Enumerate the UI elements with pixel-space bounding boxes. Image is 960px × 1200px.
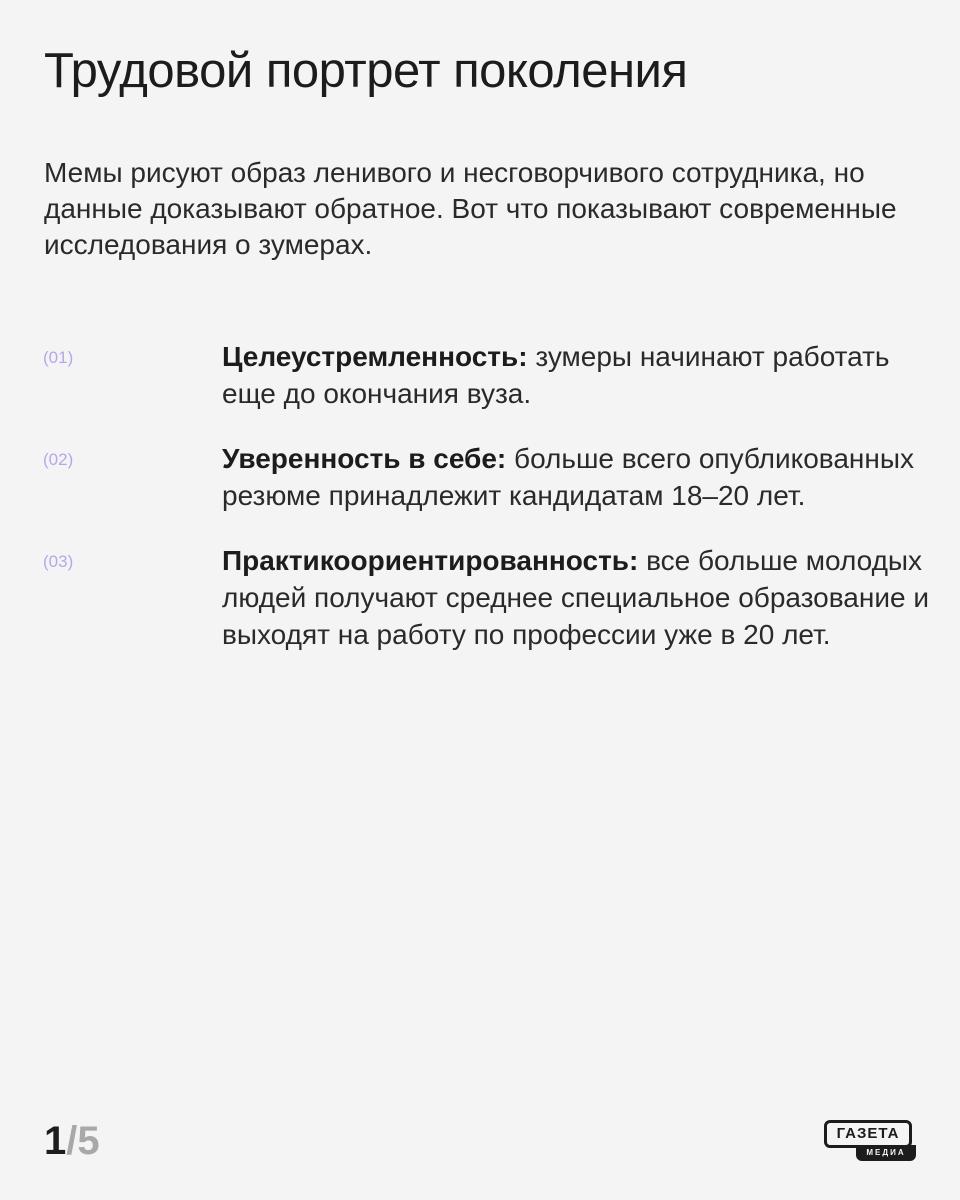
intro-paragraph: Мемы рисуют образ ленивого и несговорчивого сотрудника, но данные доказывают обратное. Вот что показывают современные исследования о зумерах. — [44, 157, 897, 260]
point-description: больше всего опубликованных резюме принадлежит кандидатам 18–20 лет. — [222, 443, 914, 511]
point-number: (01) — [43, 348, 74, 367]
pager-total: 5 — [77, 1119, 100, 1163]
point-term: Практикоориентированность: — [222, 545, 639, 576]
point-description: все больше молодых людей получают среднее специальное образование и выходят на работу по профессии уже в 20 лет. — [222, 545, 929, 650]
logo-main-text: ГАЗЕТА — [824, 1120, 912, 1148]
logo-sub-text: МЕДИА — [856, 1145, 916, 1161]
list-item — [0, 542, 960, 653]
point-description: зумеры начинают работать еще до окончания вуза. — [222, 341, 890, 409]
point-text — [222, 338, 932, 412]
gazeta-media-logo — [824, 1120, 918, 1164]
pager-separator: / — [66, 1119, 78, 1163]
point-text — [222, 542, 932, 653]
point-term: Целеустремленность: — [222, 341, 528, 372]
point-number: (02) — [43, 450, 74, 469]
pager-current: 1 — [44, 1119, 67, 1163]
points-list — [0, 338, 960, 681]
list-item — [0, 338, 960, 412]
point-number: (03) — [43, 552, 74, 571]
point-text — [222, 440, 932, 514]
slide-pager — [44, 1117, 100, 1165]
point-term: Уверенность в себе: — [222, 443, 507, 474]
page-title: Трудовой портрет поколения — [44, 44, 688, 98]
list-item — [0, 440, 960, 514]
